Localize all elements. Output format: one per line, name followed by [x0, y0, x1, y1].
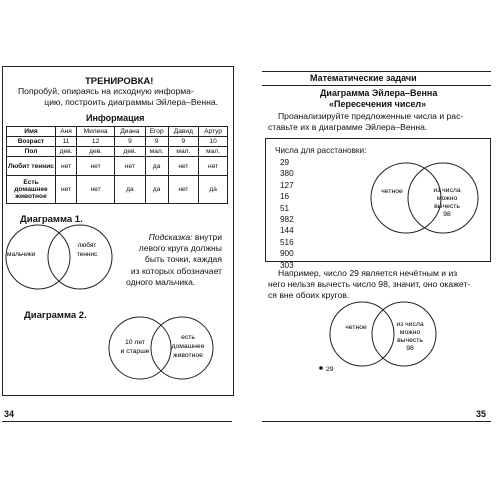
table-cell: нет	[56, 157, 77, 176]
right-page-number: 35	[476, 409, 487, 419]
numbers-title: Числа для расстановки:	[275, 146, 367, 155]
hint-label: Подсказка:	[148, 232, 193, 242]
venn-label: 98	[406, 345, 414, 352]
list-item: 16	[280, 192, 290, 202]
table-cell: да	[115, 176, 146, 204]
example-venn	[310, 300, 460, 380]
example-point-label: 29	[326, 366, 334, 373]
list-item: 380	[280, 169, 294, 179]
hint-line: внутри	[194, 232, 222, 242]
example-line: него нельзя вычесть число 98, значит, оно окажет-	[268, 279, 471, 290]
venn-circle-even	[371, 163, 441, 233]
hint-text	[126, 232, 222, 288]
left-intro-line: Попробуй, опираясь на исходную информа-	[18, 86, 194, 96]
table-cell: 12	[77, 137, 115, 147]
diagram2-title: Диаграмма 2.	[24, 310, 87, 321]
table-cell: нет	[56, 176, 77, 204]
right-header: Математические задачи	[310, 73, 417, 83]
venn-label: четное	[381, 188, 403, 195]
table-cell: 9	[115, 137, 146, 147]
table-cell: нет	[168, 176, 199, 204]
table-cell: Диана	[115, 127, 146, 137]
table-cell: нет	[77, 176, 115, 204]
venn-label: домашнее	[171, 343, 205, 350]
venn-circle-even	[330, 302, 394, 366]
left-footer-rule	[2, 421, 232, 422]
hint-line: одного мальчика.	[126, 276, 196, 287]
left-page-number: 34	[4, 409, 15, 419]
hint-line: левого круга должны	[138, 243, 222, 254]
table-cell: да	[145, 176, 168, 204]
venn-label: из числа	[396, 321, 424, 328]
table-cell: 9	[168, 137, 199, 147]
table-cell: Давид	[168, 127, 199, 137]
right-header-rule-top	[262, 71, 491, 72]
venn-label: теннис	[76, 251, 98, 258]
table-cell: Артур	[199, 127, 228, 137]
venn-label: можно	[399, 329, 421, 336]
diagram1-title: Диаграмма 1.	[20, 214, 83, 225]
table-cell: Аня	[56, 127, 77, 137]
right-footer-rule	[262, 421, 491, 422]
list-item: 51	[280, 203, 290, 213]
list-item: 303	[280, 260, 294, 270]
left-title: ТРЕНИРОВКА!	[85, 76, 154, 87]
table-cell: мал.	[199, 147, 228, 157]
table-cell: Есть домашнее животное	[7, 176, 56, 204]
hint-line: из которых обозначает	[130, 265, 222, 276]
table-cell: Егор	[145, 127, 168, 137]
right-intro-line: ставьте их в диаграмме Эйлера–Венна.	[268, 122, 428, 133]
right-subtitle-1: Диаграмма Эйлера–Венна	[320, 88, 438, 98]
numbers-venn	[360, 160, 490, 240]
table-cell: дев.	[77, 147, 115, 157]
venn-label: из числа	[433, 187, 461, 194]
table-cell: да	[145, 157, 168, 176]
list-item: 144	[280, 226, 294, 236]
diagram1-venn	[0, 220, 130, 300]
venn-label: любят	[77, 242, 97, 249]
venn-label: животное	[173, 352, 203, 359]
list-item: 127	[280, 180, 294, 190]
table-cell: нет	[168, 157, 199, 176]
info-title: Информация	[86, 113, 145, 123]
table-cell: 11	[56, 137, 77, 147]
venn-label: вычесть	[434, 203, 460, 210]
table-cell: 9	[145, 137, 168, 147]
venn-label: можно	[436, 195, 458, 202]
left-intro-line: цию, построить диаграммы Эйлера–Венна.	[44, 97, 218, 108]
venn-label: четное	[345, 324, 367, 331]
example-line: Например, число 29 является нечётным и из	[278, 268, 458, 278]
example-line: ся вне обоих кругов.	[268, 290, 350, 301]
venn-label: 98	[443, 211, 451, 218]
venn-label: и старше	[120, 348, 150, 355]
table-cell: да	[199, 176, 228, 204]
table-cell: 10	[199, 137, 228, 147]
venn-label: есть	[181, 334, 195, 341]
table-cell: Имя	[7, 127, 56, 137]
table-cell: Любит теннис	[7, 157, 56, 176]
hint-line: быть точки, каждая	[144, 254, 222, 265]
list-item: 29	[280, 158, 290, 167]
table-cell: Возраст	[7, 137, 56, 147]
right-intro	[268, 111, 491, 133]
example-point	[319, 366, 323, 370]
example-text	[268, 268, 491, 302]
table-cell: дев.	[115, 147, 146, 157]
list-item: 982	[280, 215, 294, 225]
table-row	[7, 137, 228, 147]
table-row	[7, 127, 228, 137]
table-cell: нет	[77, 157, 115, 176]
table-row	[7, 147, 228, 157]
table-cell: мал.	[145, 147, 168, 157]
table-cell: нет	[199, 157, 228, 176]
diagram2-venn	[100, 306, 230, 386]
table-row	[7, 176, 228, 204]
table-cell: дев.	[56, 147, 77, 157]
table-cell: Милена	[77, 127, 115, 137]
table-cell: Пол	[7, 147, 56, 157]
venn-label: мальчики	[7, 251, 36, 258]
venn-label: 10 лет	[124, 339, 146, 346]
list-item: 516	[280, 237, 294, 247]
info-table	[6, 126, 228, 204]
right-intro-line: Проанализируйте предложенные числа и рас-	[278, 111, 464, 121]
numbers-list	[280, 157, 294, 271]
right-subtitle-2: «Пересечения чисел»	[329, 99, 427, 109]
table-row	[7, 157, 228, 176]
list-item: 900	[280, 249, 294, 259]
table-cell: мал.	[168, 147, 199, 157]
left-intro	[18, 86, 218, 108]
venn-label: вычесть	[397, 337, 423, 344]
table-cell: нет	[115, 157, 146, 176]
right-header-rule-bottom	[262, 85, 491, 86]
